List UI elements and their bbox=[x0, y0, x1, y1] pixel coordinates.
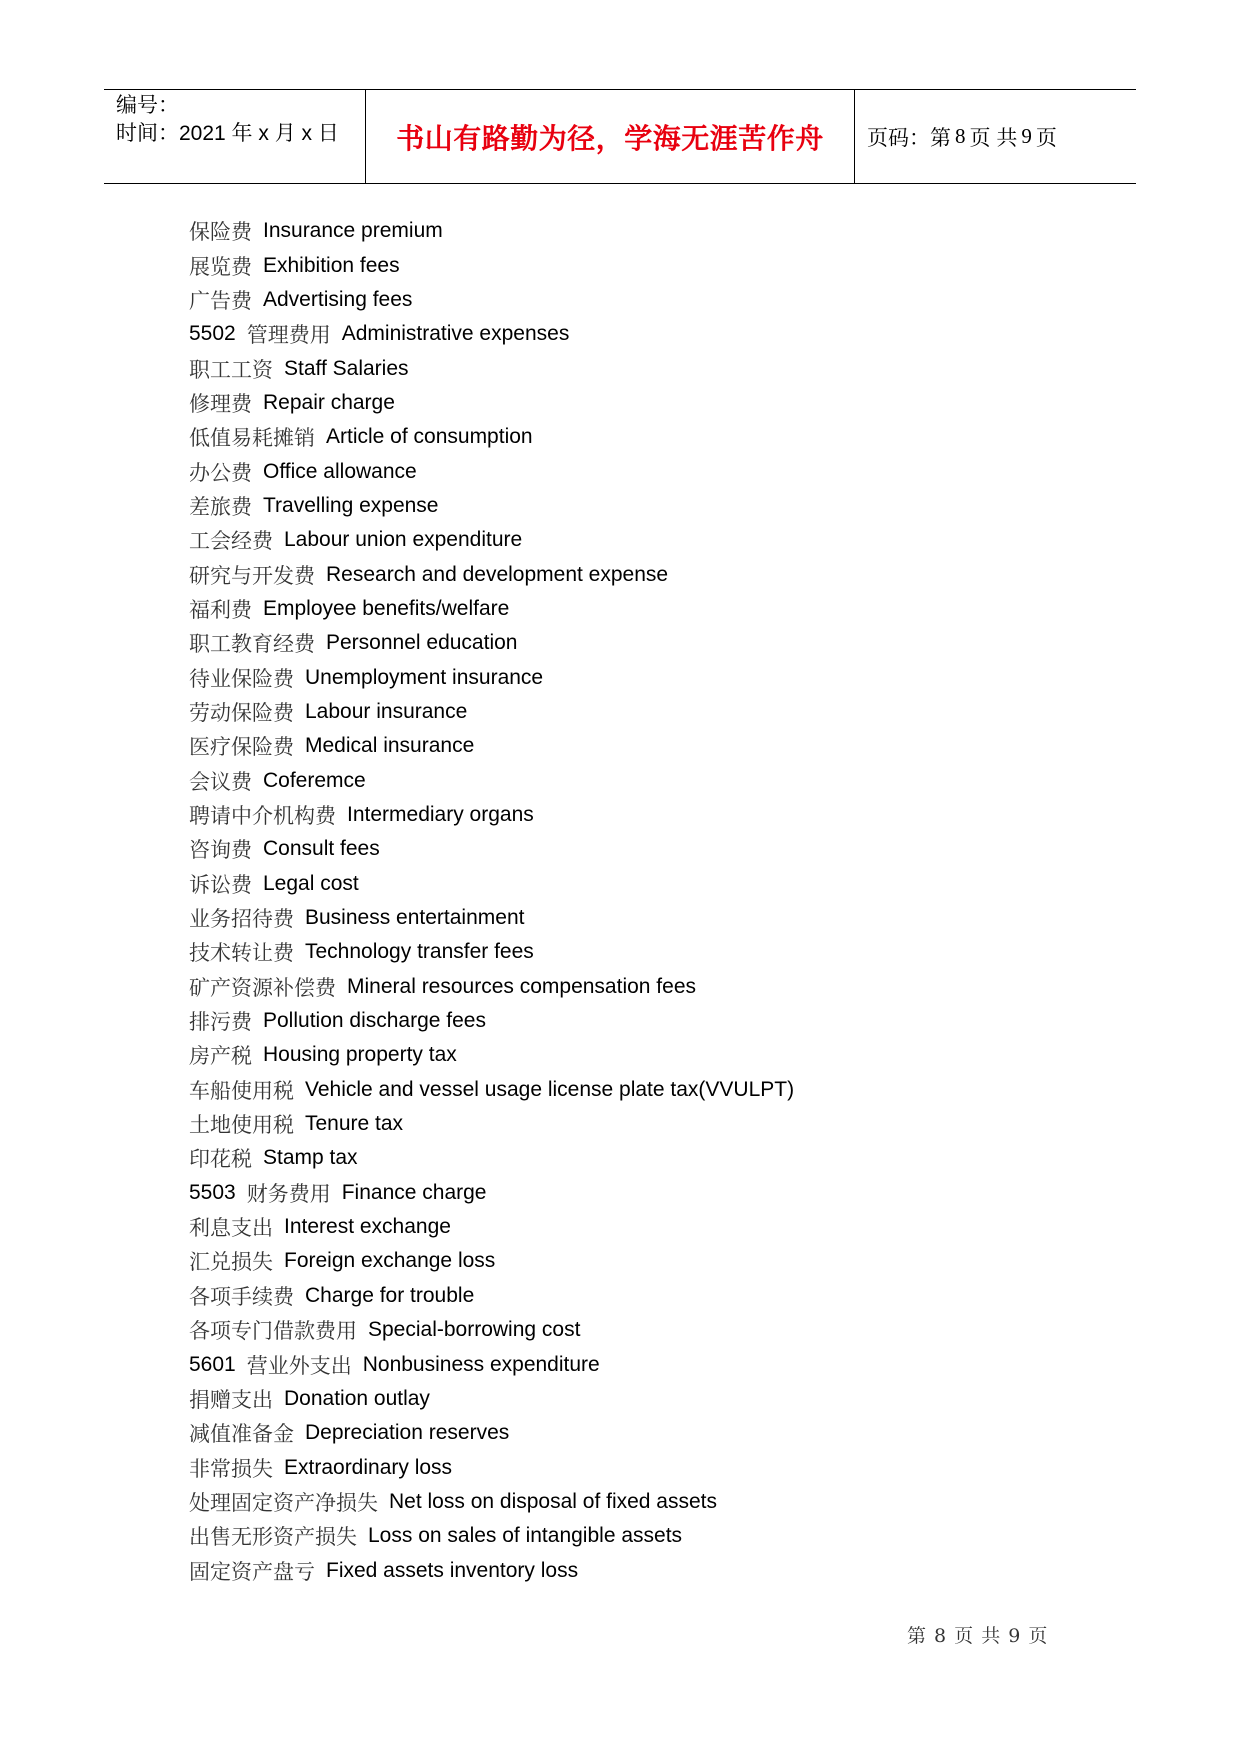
glossary-entry bbox=[189, 935, 1089, 969]
glossary-list bbox=[189, 214, 1089, 1588]
english-term: Intermediary organs bbox=[347, 803, 534, 827]
chinese-term: 修理费 bbox=[189, 391, 252, 416]
chinese-term: 处理固定资产净损失 bbox=[189, 1490, 378, 1515]
glossary-entry bbox=[189, 1382, 1089, 1416]
chinese-term: 待业保险费 bbox=[189, 666, 294, 691]
glossary-entry bbox=[189, 1004, 1089, 1038]
glossary-entry bbox=[189, 454, 1089, 488]
english-term: Personnel education bbox=[326, 631, 518, 655]
glossary-entry bbox=[189, 1416, 1089, 1450]
glossary-entry bbox=[189, 1450, 1089, 1484]
header-info-cell bbox=[104, 90, 366, 183]
account-code: 5601 bbox=[189, 1352, 236, 1376]
english-term: Extraordinary loss bbox=[284, 1455, 453, 1479]
glossary-entry bbox=[189, 283, 1089, 317]
glossary-entry bbox=[189, 1141, 1089, 1175]
chinese-term: 诉讼费 bbox=[189, 872, 252, 897]
chinese-term: 低值易耗摊销 bbox=[189, 426, 315, 451]
chinese-term: 聘请中介机构费 bbox=[189, 804, 336, 829]
chinese-term: 管理费用 bbox=[246, 323, 331, 348]
english-term: Unemployment insurance bbox=[305, 665, 544, 689]
account-code: 5502 bbox=[189, 322, 236, 346]
glossary-entry bbox=[189, 214, 1089, 248]
page-footer: 第 8 页 共 9 页 bbox=[907, 1625, 1049, 1647]
english-term: Legal cost bbox=[263, 871, 359, 895]
glossary-entry bbox=[189, 1279, 1089, 1313]
glossary-entry bbox=[189, 1073, 1089, 1107]
chinese-term: 职工教育经费 bbox=[189, 632, 315, 657]
chinese-term: 会议费 bbox=[189, 769, 252, 794]
english-term: Business entertainment bbox=[305, 906, 525, 930]
chinese-term: 固定资产盘亏 bbox=[189, 1559, 315, 1584]
english-term: Nonbusiness expenditure bbox=[362, 1352, 600, 1376]
glossary-entry bbox=[189, 592, 1089, 626]
chinese-term: 广告费 bbox=[189, 288, 252, 313]
english-term: Stamp tax bbox=[263, 1146, 358, 1170]
english-term: Special-borrowing cost bbox=[368, 1318, 581, 1342]
glossary-entry bbox=[189, 489, 1089, 523]
chinese-term: 土地使用税 bbox=[189, 1113, 294, 1138]
english-term: Exhibition fees bbox=[263, 253, 400, 277]
english-term: Labour union expenditure bbox=[284, 528, 523, 552]
chinese-term: 展览费 bbox=[189, 254, 252, 279]
chinese-term: 业务招待费 bbox=[189, 907, 294, 932]
english-term: Office allowance bbox=[263, 459, 417, 483]
english-term: Technology transfer fees bbox=[305, 940, 534, 964]
account-code: 5503 bbox=[189, 1180, 236, 1204]
chinese-term: 保险费 bbox=[189, 220, 252, 245]
chinese-term: 矿产资源补偿费 bbox=[189, 975, 336, 1000]
glossary-entry bbox=[189, 1038, 1089, 1072]
english-term: Advertising fees bbox=[263, 287, 413, 311]
english-term: Finance charge bbox=[341, 1180, 487, 1204]
chinese-term: 营业外支出 bbox=[246, 1353, 352, 1378]
glossary-entry bbox=[189, 1313, 1089, 1347]
glossary-entry bbox=[189, 1519, 1089, 1553]
glossary-entry bbox=[189, 832, 1089, 866]
english-term: Foreign exchange loss bbox=[284, 1249, 496, 1273]
english-term: Fixed assets inventory loss bbox=[326, 1558, 579, 1582]
glossary-entry bbox=[189, 1176, 1089, 1210]
header-motto: 书山有路勤为径，学海无涯苦作舟 bbox=[366, 90, 855, 183]
english-term: Administrative expenses bbox=[341, 322, 570, 346]
glossary-entry bbox=[189, 901, 1089, 935]
chinese-term: 咨询费 bbox=[189, 838, 252, 863]
english-term: Charge for trouble bbox=[305, 1283, 475, 1307]
chinese-term: 减值准备金 bbox=[189, 1422, 294, 1447]
english-term: Depreciation reserves bbox=[305, 1421, 510, 1445]
chinese-term: 福利费 bbox=[189, 597, 252, 622]
chinese-term: 非常损失 bbox=[189, 1456, 273, 1481]
english-term: Net loss on disposal of fixed assets bbox=[389, 1489, 718, 1513]
document-header bbox=[104, 89, 1136, 184]
glossary-entry bbox=[189, 867, 1089, 901]
english-term: Housing property tax bbox=[263, 1043, 457, 1067]
english-term: Consult fees bbox=[263, 837, 380, 861]
english-term: Pollution discharge fees bbox=[263, 1009, 486, 1033]
glossary-entry bbox=[189, 386, 1089, 420]
glossary-entry bbox=[189, 729, 1089, 763]
chinese-term: 汇兑损失 bbox=[189, 1250, 273, 1275]
chinese-term: 技术转让费 bbox=[189, 941, 294, 966]
english-term: Vehicle and vessel usage license plate tax(VVULPT) bbox=[305, 1077, 795, 1101]
time-label: 时间：2021 年 x 月 x 日 bbox=[116, 122, 339, 145]
chinese-term: 医疗保险费 bbox=[189, 735, 294, 760]
english-term: Insurance premium bbox=[263, 219, 443, 243]
chinese-term: 印花税 bbox=[189, 1147, 252, 1172]
english-term: Employee benefits/welfare bbox=[263, 596, 510, 620]
chinese-term: 职工工资 bbox=[189, 357, 273, 382]
chinese-term: 捐赠支出 bbox=[189, 1387, 273, 1412]
english-term: Article of consumption bbox=[326, 425, 533, 449]
english-term: Research and development expense bbox=[326, 562, 669, 586]
glossary-entry bbox=[189, 660, 1089, 694]
english-term: Interest exchange bbox=[284, 1215, 451, 1239]
header-page-number bbox=[855, 90, 1136, 183]
glossary-entry bbox=[189, 970, 1089, 1004]
glossary-entry bbox=[189, 1244, 1089, 1278]
glossary-entry bbox=[189, 557, 1089, 591]
glossary-entry bbox=[189, 1210, 1089, 1244]
chinese-term: 房产税 bbox=[189, 1044, 252, 1069]
glossary-entry bbox=[189, 626, 1089, 660]
chinese-term: 利息支出 bbox=[189, 1216, 273, 1241]
glossary-entry bbox=[189, 1485, 1089, 1519]
english-term: Staff Salaries bbox=[284, 356, 409, 380]
page-suffix: 页 bbox=[1035, 126, 1057, 150]
chinese-term: 各项专门借款费用 bbox=[189, 1319, 357, 1344]
english-term: Tenure tax bbox=[305, 1112, 404, 1136]
glossary-entry bbox=[189, 317, 1089, 351]
english-term: Repair charge bbox=[263, 390, 395, 414]
chinese-term: 办公费 bbox=[189, 460, 252, 485]
chinese-term: 财务费用 bbox=[246, 1181, 331, 1206]
chinese-term: 工会经费 bbox=[189, 529, 273, 554]
chinese-term: 劳动保险费 bbox=[189, 700, 294, 725]
chinese-term: 出售无形资产损失 bbox=[189, 1525, 357, 1550]
glossary-entry bbox=[189, 798, 1089, 832]
glossary-entry bbox=[189, 1107, 1089, 1141]
chinese-term: 各项手续费 bbox=[189, 1284, 294, 1309]
page-mid: 页 共 bbox=[969, 126, 1018, 150]
glossary-entry bbox=[189, 764, 1089, 798]
glossary-entry bbox=[189, 420, 1089, 454]
chinese-term: 研究与开发费 bbox=[189, 563, 315, 588]
glossary-entry bbox=[189, 248, 1089, 282]
english-term: Labour insurance bbox=[305, 699, 468, 723]
glossary-entry bbox=[189, 523, 1089, 557]
english-term: Medical insurance bbox=[305, 734, 475, 758]
chinese-term: 排污费 bbox=[189, 1010, 252, 1035]
english-term: Travelling expense bbox=[263, 493, 439, 517]
glossary-entry bbox=[189, 695, 1089, 729]
serial-label: 编号： bbox=[116, 94, 179, 117]
english-term: Mineral resources compensation fees bbox=[347, 974, 697, 998]
chinese-term: 车船使用税 bbox=[189, 1078, 294, 1103]
english-term: Donation outlay bbox=[284, 1386, 430, 1410]
chinese-term: 差旅费 bbox=[189, 494, 252, 519]
page-prefix: 页码：第 bbox=[867, 126, 951, 150]
english-term: Loss on sales of intangible assets bbox=[368, 1524, 683, 1548]
glossary-entry bbox=[189, 351, 1089, 385]
glossary-entry bbox=[189, 1347, 1089, 1381]
english-term: Coferemce bbox=[263, 768, 366, 792]
glossary-entry bbox=[189, 1553, 1089, 1587]
page-current: 8 bbox=[955, 124, 966, 148]
page-total: 9 bbox=[1021, 124, 1032, 148]
